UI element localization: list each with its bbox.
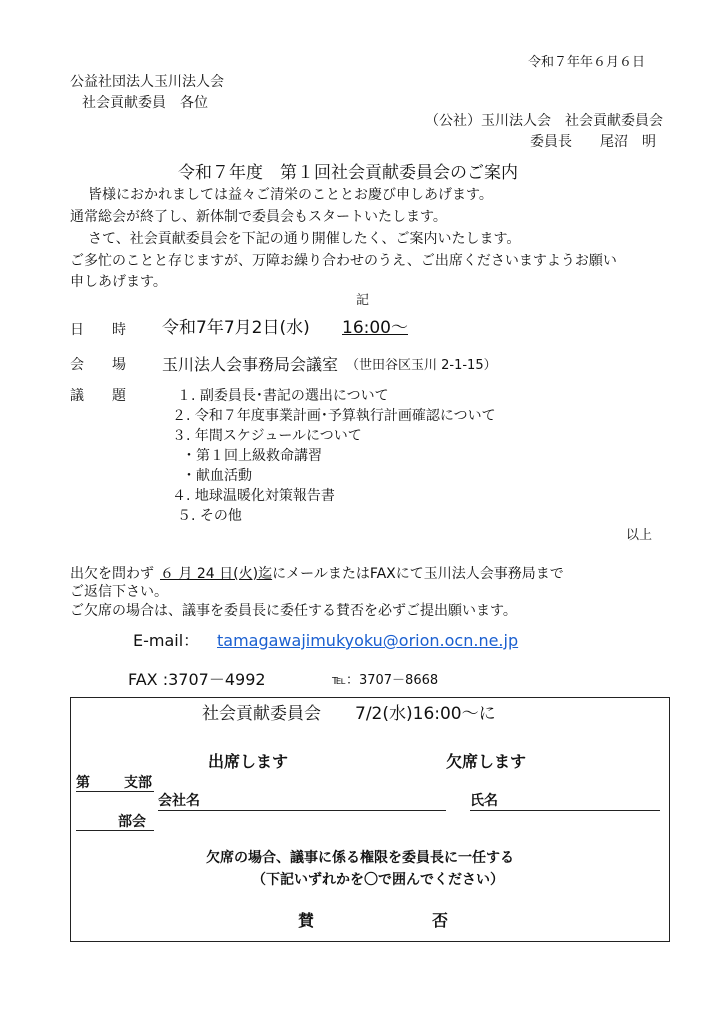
reply-line-3: ご欠席の場合は、議事を委員長に委任する賛否を必ずご提出願います。 xyxy=(70,603,517,619)
schedule-date: 令和7年7月2日(水) xyxy=(162,318,310,338)
bukai-label: 部会 xyxy=(118,814,146,830)
reply-post: にメールまたはFAXにて玉川法人会事務局まで xyxy=(272,566,564,582)
document-date: 令和７年年６月６日 xyxy=(528,55,646,70)
fax-number: FAX :3707－4992 xyxy=(128,670,266,689)
company-name-line[interactable] xyxy=(158,810,446,811)
email-label: E-mail： xyxy=(133,631,200,650)
agenda-item-1: １. 副委員長･書記の選出について xyxy=(177,388,389,404)
recipient-org: 公益社団法人玉川法人会 xyxy=(70,74,224,90)
person-name-line[interactable] xyxy=(470,810,660,811)
agenda-item-4: ４. 地球温暖化対策報告書 xyxy=(172,488,335,504)
venue-label: 会 場 xyxy=(70,357,126,373)
form-title: 社会貢献委員会 7/2(水)16:00～に xyxy=(202,704,496,724)
tel-number: ℡：3707－8668 xyxy=(332,673,439,688)
dai-label: 第 xyxy=(76,775,90,791)
ki-mark: 記 xyxy=(356,293,370,308)
agenda-subitem-1: ・第１回上級救命講習 xyxy=(182,448,322,464)
reply-line-1 xyxy=(70,566,564,583)
body-line-3: さて、社会貢献委員会を下記の通り開催したく、ご案内いたします。 xyxy=(88,231,521,247)
company-label: 会社名 xyxy=(158,793,200,809)
agenda-item-2: ２. 令和７年度事業計画･予算執行計画確認について xyxy=(172,408,496,424)
reply-pre: 出欠を問わず xyxy=(70,566,154,582)
body-line-5: 申しあげます。 xyxy=(70,274,167,290)
agenda-label: 議 題 xyxy=(70,388,126,404)
branch-label: 支部 xyxy=(124,775,152,791)
sender-org: （公社）玉川法人会 社会貢献委員会 xyxy=(425,113,663,129)
venue-address: （世田谷区玉川 2-1-15） xyxy=(346,358,497,373)
body-line-1: 皆様におかれましては益々ご清栄のこととお慶び申しあげます。 xyxy=(88,187,493,203)
agenda-item-5: ５. その他 xyxy=(177,508,242,524)
delegation-text: 欠席の場合、議事に係る権限を委員長に一任する xyxy=(206,850,514,866)
reply-deadline: ６ 月 24 日(火)迄 xyxy=(160,566,273,582)
disapprove-option[interactable]: 否 xyxy=(432,911,449,930)
attend-option[interactable]: 出席します xyxy=(208,752,289,771)
email-link[interactable]: tamagawajimukyoku@orion.ocn.ne.jp xyxy=(217,631,519,650)
page-title: 令和７年度 第１回社会貢献委員会のご案内 xyxy=(178,163,518,183)
sender-name: 委員長 尾沼 明 xyxy=(530,134,656,150)
name-label: 氏名 xyxy=(470,793,498,809)
reply-line-2: ご返信下さい。 xyxy=(70,584,168,600)
body-line-2: 通常総会が終了し、新体制で委員会もスタートいたします。 xyxy=(70,209,447,225)
delegation-instruction: （下記いずれかを〇で囲んでください） xyxy=(252,872,504,888)
recipient: 社会貢献委員 各位 xyxy=(82,95,208,111)
schedule-time: 16:00～ xyxy=(342,318,408,338)
ijou-mark: 以上 xyxy=(626,528,653,543)
body-line-4: ご多忙のことと存じますが、万障お繰り合わせのうえ、ご出席くださいますようお願い xyxy=(70,253,617,269)
venue-name: 玉川法人会事務局会議室 xyxy=(162,355,339,374)
absent-option[interactable]: 欠席します xyxy=(446,752,527,771)
reply-form-box xyxy=(70,697,670,942)
agenda-subitem-2: ・献血活動 xyxy=(182,468,252,484)
agenda-item-3: ３. 年間スケジュールについて xyxy=(172,428,362,444)
approve-option[interactable]: 賛 xyxy=(298,911,315,930)
schedule-label: 日 時 xyxy=(70,322,126,338)
